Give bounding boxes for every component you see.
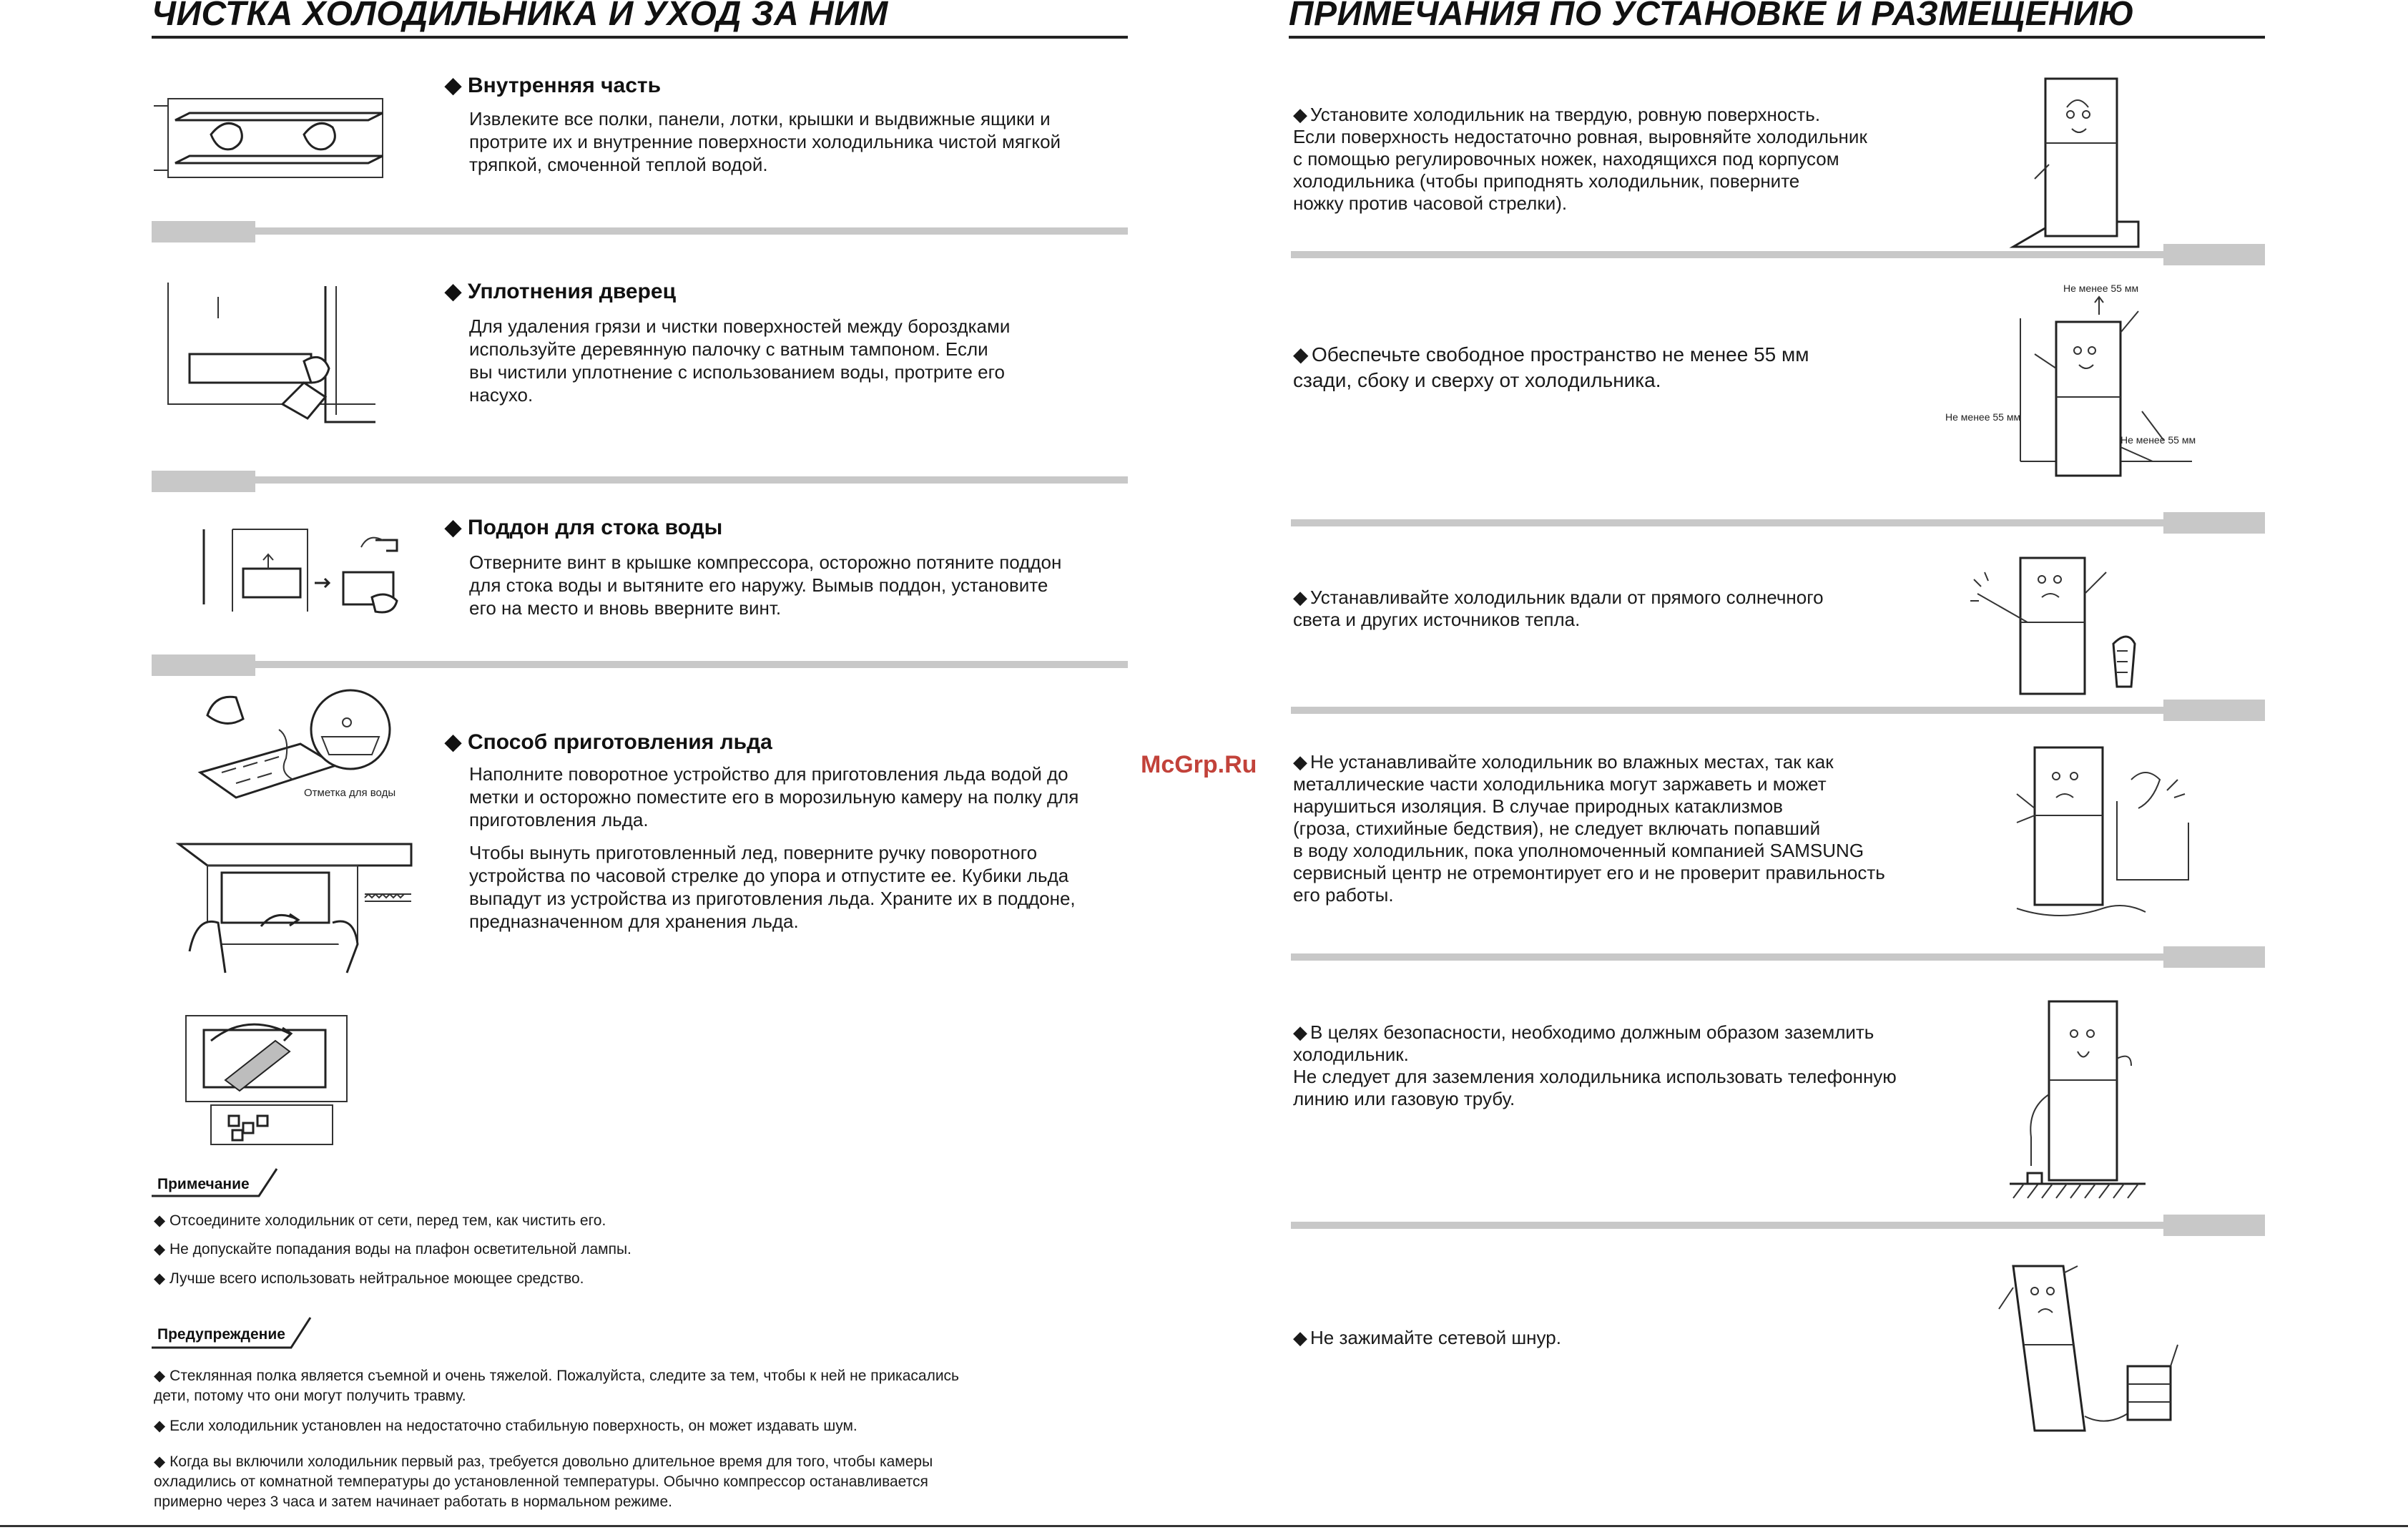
right-page-title: ПРИМЕЧАНИЯ ПО УСТАНОВКЕ И РАЗМЕЩЕНИЮ: [1289, 0, 2135, 33]
fridge-heat-source-illustration: [1970, 551, 2153, 701]
section-text-drain-pan: Отверните винт в крышке компрессора, осторожно потяните поддон для стока воды и вытяните его наружу. Вымыв поддон, установите его на место и вновь вверните винт.: [469, 551, 1062, 619]
note-item: ◆ Отсоедините холодильник от сети, перед тем, как чистить его.: [154, 1212, 606, 1229]
fridge-humidity-illustration: [2002, 737, 2196, 923]
bullet-diamond-icon: ◆: [154, 1270, 166, 1287]
ice-twist-tray-illustration: [182, 1012, 354, 1148]
drain-pan-illustration: [200, 526, 422, 622]
section-heading-ice-making: ◆ Способ приготовления льда: [445, 730, 772, 754]
section-heading-drain-pan: ◆ Поддон для стока воды: [445, 516, 723, 539]
section-separator: [1291, 1222, 2163, 1229]
fridge-clearance-illustration: [2020, 297, 2199, 483]
left-title-rule: [152, 36, 1128, 39]
bullet-diamond-icon: ◆: [445, 74, 462, 97]
installation-item-power-cord: ◆ Не зажимайте сетевой шнур.: [1293, 1327, 1561, 1348]
installation-item-grounding: ◆ В целях безопасности, необходимо должным образом заземлить холодильник. Не следует для заземления холодильника использовать телефонную линию или газовую трубу.: [1293, 1021, 1897, 1109]
bullet-diamond-icon: ◆: [154, 1453, 166, 1470]
bullet-diamond-icon: ◆: [1293, 1021, 1307, 1043]
bullet-diamond-icon: ◆: [1293, 751, 1307, 773]
bullet-diamond-icon: ◆: [1293, 1327, 1307, 1348]
clearance-label-rear: Не менее 55 мм: [2120, 434, 2196, 446]
section-separator-tab: [2163, 1215, 2265, 1236]
left-page-title: ЧИСТКА ХОЛОДИЛЬНИКА И УХОД ЗА НИМ: [152, 0, 888, 33]
section-separator-tab: [2163, 946, 2265, 968]
bullet-diamond-icon: ◆: [154, 1212, 166, 1229]
bullet-diamond-icon: ◆: [445, 516, 462, 539]
section-separator-tab: [2163, 700, 2265, 721]
bullet-diamond-icon: ◆: [154, 1368, 166, 1384]
fridge-level-surface-illustration: [2013, 72, 2142, 254]
warning-label: Предупреждение: [157, 1326, 285, 1343]
section-separator: [255, 476, 1128, 484]
bullet-diamond-icon: ◆: [1293, 587, 1307, 608]
clearance-label-side: Не менее 55 мм: [1945, 411, 2021, 423]
note-label: Примечание: [157, 1176, 250, 1192]
ice-freezer-shelf-illustration: [175, 830, 418, 976]
bullet-diamond-icon: ◆: [1293, 343, 1309, 366]
section-heading-interior: ◆ Внутренняя часть: [445, 74, 662, 97]
section-separator-tab: [152, 654, 255, 676]
bullet-diamond-icon: ◆: [445, 280, 462, 303]
installation-item-heat-sources: ◆ Устанавливайте холодильник вдали от прямого солнечного света и других источников тепла.: [1293, 587, 1824, 630]
page-bottom-rule: [0, 1525, 2408, 1527]
section-text-interior: Извлеките все полки, панели, лотки, крышки и выдвижные ящики и протрите их и внутренние поверхности холодильника чистой мягкой тряпкой, смоченной теплой водой.: [469, 108, 1061, 175]
installation-item-level-surface: ◆ Установите холодильник на твердую, ровную поверхность. Если поверхность недостаточно ровная, выровняйте холодильник с помощью регулировочных ножек, находящихся под корпусом холодильника (чтобы приподнять холодильник, поверните ножку против часовой стрелки).: [1293, 104, 1867, 214]
section-separator-tab: [2163, 512, 2265, 534]
section-text-door-gasket: Для удаления грязи и чистки поверхностей между бороздками используйте деревянную палочку с ватным тампоном. Если вы чистили уплотнение с использованием воды, протрите его насухо.: [469, 315, 1011, 406]
warning-item: ◆ Если холодильник установлен на недостаточно стабильную поверхность, он может издавать шум.: [154, 1416, 1155, 1436]
section-separator: [1291, 251, 2163, 258]
section-separator: [1291, 707, 2163, 714]
bullet-diamond-icon: ◆: [154, 1418, 166, 1434]
installation-item-humidity: ◆ Не устанавливайте холодильник во влажных местах, так как металлические части холодильника могут заржаветь и может нарушиться изоляция. В случае природных катаклизмов (гроза, стихийные бедствия), не следует включать попавший в воду холодильник, пока уполномоченный компанией SAMSUNG сервисный центр не отремонтирует его и не проверит правильность его работы.: [1293, 751, 1885, 906]
note-item: ◆ Лучше всего использовать нейтральное моющее средство.: [154, 1270, 584, 1287]
bullet-diamond-icon: ◆: [1293, 104, 1307, 125]
warning-item: ◆ Стеклянная полка является съемной и очень тяжелой. Пожалуйста, следите за тем, чтобы к ней не прикасались дети, потому что они могут получить травму.: [154, 1368, 959, 1404]
section-separator: [1291, 953, 2163, 961]
fridge-power-cord-illustration: [1970, 1259, 2192, 1438]
bullet-diamond-icon: ◆: [445, 730, 462, 754]
section-separator-tab: [2163, 244, 2265, 265]
section-heading-door-gasket: ◆ Уплотнения дверец: [445, 280, 677, 303]
section-separator: [1291, 519, 2163, 526]
bullet-diamond-icon: ◆: [154, 1241, 166, 1257]
section-separator-tab: [152, 221, 255, 242]
fridge-grounding-illustration: [2006, 994, 2149, 1205]
section-separator-tab: [152, 471, 255, 492]
warning-item: ◆ Когда вы включили холодильник первый раз, требуется довольно длительное время для того, чтобы камеры охладились от комнатной температуры до установленной температуры. Обычно компрессор останавливается примерно через 3 часа и затем начинает работать в нормальном режиме.: [154, 1453, 933, 1510]
shelf-cleaning-illustration: [154, 92, 390, 185]
section-text-ice-making: Наполните поворотное устройство для приготовления льда водой до метки и осторожно поместите его в морозильную камеру на полку для приготовления льда. Чтобы вынуть приготовленный лед, поверните ручку поворотного устройства по часовой стрелке до упора и отпустите ее. Кубики льда выпадут из устройства из приготовления льда. Храните их в поддоне, предназначенном для хранения льда.: [469, 763, 1079, 932]
door-gasket-illustration: [161, 283, 383, 433]
installation-item-clearance: ◆ Обеспечьте свободное пространство не менее 55 мм сзади, сбоку и сверху от холодильника.: [1293, 343, 1809, 391]
section-separator: [255, 661, 1128, 668]
clearance-label-top: Не менее 55 мм: [2063, 283, 2139, 294]
right-title-rule: [1289, 36, 2265, 39]
watermark: McGrp.Ru: [1141, 751, 1257, 778]
note-item: ◆ Не допускайте попадания воды на плафон осветительной лампы.: [154, 1241, 632, 1257]
water-mark-caption: Отметка для воды: [304, 787, 396, 799]
section-separator: [255, 227, 1128, 235]
